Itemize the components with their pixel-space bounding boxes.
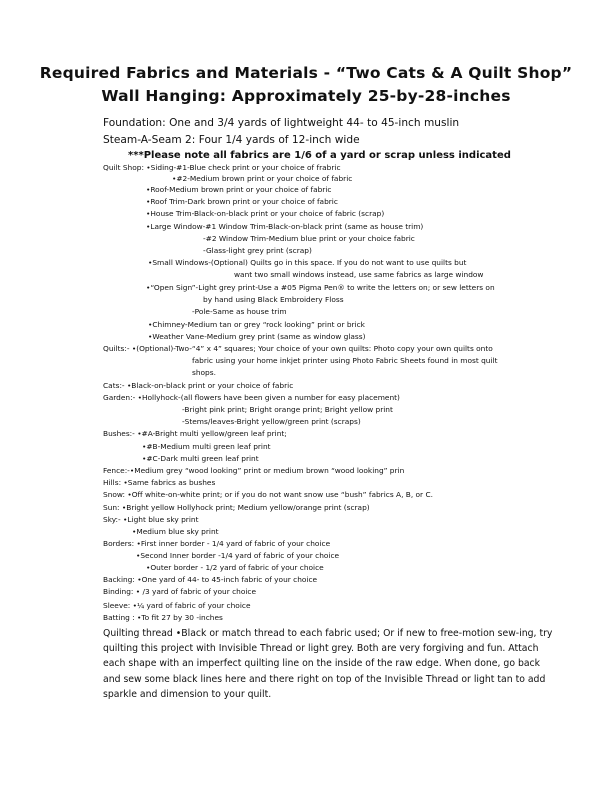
list-item: -Pole-Same as house trim [192,307,287,316]
list-item: Fence:-•Medium grey “wood looking” print or medium brown “wood looking” prin [103,466,405,475]
list-item: fabric using your home inkjet printer using Photo Fabric Sheets found in most quilt [192,356,498,365]
list-item: -Glass-light grey print (scrap) [203,246,312,255]
list-item: •Outer border - 1/2 yard of fabric of your choice [146,563,324,572]
list-item: •Large Window-#1 Window Trim-Black-on-black print (same as house trim) [146,222,424,231]
list-item: •“Open Sign”-Light grey print-Use a #05 Pigma Pen® to write the letters on; or sew letters on [146,283,495,292]
list-item: •Weather Vane-Medium grey print (same as window glass) [148,332,366,341]
list-item: •Roof-Medium brown print or your choice of fabric [146,185,332,194]
list-item: Sun: •Bright yellow Hollyhock print; Medium yellow/orange print (scrap) [103,503,370,512]
list-item: Quilt Shop: •Siding-#1-Blue check print or your choice of frabric [103,163,341,172]
list-item: Cats:- •Black-on-black print or your choice of fabric [103,381,294,390]
list-item: •Small Windows-(Optional) Quilts go in this space. If you do not want to use quilts but [148,258,467,267]
page-title-line-2: Wall Hanging: Approximately 25-by-28-inches [101,87,511,105]
list-item: by hand using Black Embroidery Floss [203,295,344,304]
list-item: •Chimney-Medium tan or grey “rock looking” print or brick [148,320,365,329]
list-item: want two small windows instead, use same fabrics as large window [234,270,484,279]
list-item: Borders: •First inner border - 1/4 yard of fabric of your choice [103,539,331,548]
list-item: Backing: •One yard of 44- to 45-inch fabric of your choice [103,575,318,584]
list-item: •Second Inner border -1/4 yard of fabric of your choice [136,551,340,560]
list-item: •Medium blue sky print [132,527,219,536]
list-item: Hills: •Same fabrics as bushes [103,478,216,487]
list-item: Quilts:- •(Optional)-Two-“4” x 4” squares; Your choice of your own quilts: Photo copy your own quilts onto [103,344,493,353]
list-item: -Bright pink print; Bright orange print; Bright yellow print [182,405,393,414]
list-item: •#C-Dark multi green leaf print [142,454,259,463]
list-item: •Roof Trim-Dark brown print or your choice of fabric [146,197,338,206]
fabric-note: ***Please note all fabrics are 1/6 of a yard or scrap unless indicated [128,150,511,161]
list-item: •#2-Medium brown print or your choice of fabric [172,174,353,183]
list-item: Binding: • /3 yard of fabric of your choice [103,587,257,596]
list-item: •House Trim-Black-on-black print or your choice of fabric (scrap) [146,209,385,218]
list-item: Bushes:- •#A-Bright multi yellow/green leaf print; [103,429,287,438]
list-item: Sleeve: •¼ yard of fabric of your choice [103,601,251,610]
page-title-line-1: Required Fabrics and Materials - “Two Cats & A Quilt Shop” [39,64,573,82]
list-item: shops. [192,368,216,377]
quilting-paragraph: Quilting thread •Black or match thread to each fabric used; Or if new to free-motion sew-ing, try quilting this project with Invisible Thread or light grey. Both are very forgiving and fun. Attach each shape with an imperfect quilting line on the inside of the raw edge. When done, go back and sew some black lines here and there right on top of the Invisible Thread or light tan to add sparkle and dimension to your quilt. [103,628,553,700]
list-item: Batting : •To fit 27 by 30 -inches [103,613,223,622]
steam-a-seam-line: Steam-A-Seam 2: Four 1/4 yards of 12-inch wide [103,134,360,146]
list-item: -#2 Window Trim-Medium blue print or your choice fabric [203,234,415,243]
foundation-line: Foundation: One and 3/4 yards of lightweight 44- to 45-inch muslin [103,117,460,129]
list-item: Snow: •Off white-on-white print; or if you do not want snow use “bush” fabrics A, B, or C. [103,490,433,499]
list-item: •#B-Medium multi green leaf print [142,442,271,451]
list-item: Garden:- •Hollyhock-(all flowers have been given a number for easy placement) [103,393,400,402]
list-item: Sky:- •Light blue sky print [103,515,199,524]
list-item: -Stems/leaves-Bright yellow/green print (scraps) [182,417,361,426]
